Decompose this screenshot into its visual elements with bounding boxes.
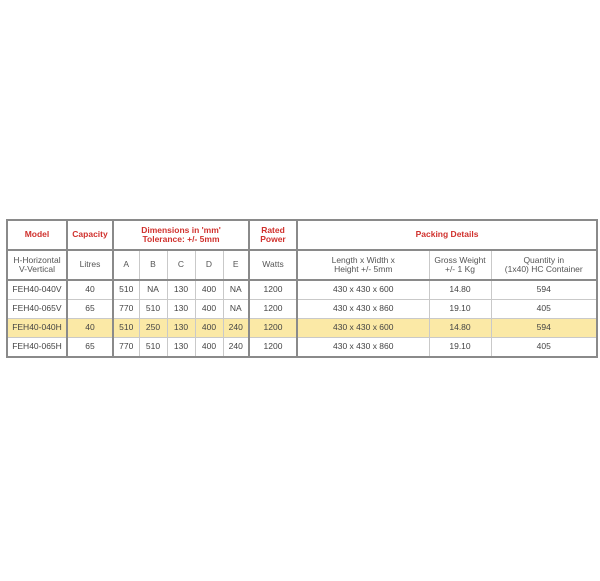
cell-model: FEH40-065H bbox=[7, 338, 67, 358]
cell-size: 430 x 430 x 860 bbox=[297, 338, 429, 358]
cell-a: 770 bbox=[113, 300, 139, 319]
subheader-qty-line2: (1x40) HC Container bbox=[504, 264, 583, 274]
cell-gross-weight: 14.80 bbox=[429, 280, 491, 300]
cell-e: NA bbox=[223, 300, 249, 319]
subheader-gross-line2: +/- 1 Kg bbox=[444, 264, 475, 274]
cell-quantity: 405 bbox=[491, 300, 597, 319]
subheader-size bbox=[297, 250, 429, 280]
cell-quantity: 594 bbox=[491, 280, 597, 300]
cell-a: 770 bbox=[113, 338, 139, 358]
cell-d: 400 bbox=[195, 338, 223, 358]
cell-size: 430 x 430 x 600 bbox=[297, 319, 429, 338]
table-row bbox=[7, 300, 597, 319]
cell-a: 510 bbox=[113, 280, 139, 300]
cell-watts: 1200 bbox=[249, 300, 297, 319]
table-row bbox=[7, 280, 597, 300]
subheader-quantity bbox=[491, 250, 597, 280]
cell-c: 130 bbox=[167, 300, 195, 319]
cell-watts: 1200 bbox=[249, 338, 297, 358]
subheader-model bbox=[7, 250, 67, 280]
cell-e: 240 bbox=[223, 319, 249, 338]
subheader-size-line2: Height +/- 5mm bbox=[334, 264, 393, 274]
header-rated-power bbox=[249, 220, 297, 250]
subheader-watts: Watts bbox=[249, 250, 297, 280]
cell-c: 130 bbox=[167, 338, 195, 358]
cell-d: 400 bbox=[195, 280, 223, 300]
header-rated-line1: Rated bbox=[261, 224, 285, 235]
cell-quantity: 594 bbox=[491, 319, 597, 338]
header-capacity: Capacity bbox=[67, 220, 113, 250]
cell-model: FEH40-040V bbox=[7, 280, 67, 300]
subheader-qty-line1: Quantity in bbox=[523, 254, 565, 265]
subheader-capacity: Litres bbox=[67, 250, 113, 280]
subheader-model-line1: H-Horizontal bbox=[13, 254, 61, 265]
cell-b: NA bbox=[139, 280, 167, 300]
header-packing-details: Packing Details bbox=[297, 220, 597, 250]
cell-capacity: 65 bbox=[67, 338, 113, 358]
subheader-gross-weight bbox=[429, 250, 491, 280]
table-row bbox=[7, 338, 597, 358]
spec-sheet bbox=[6, 219, 596, 358]
cell-e: NA bbox=[223, 280, 249, 300]
cell-gross-weight: 19.10 bbox=[429, 300, 491, 319]
cell-e: 240 bbox=[223, 338, 249, 358]
subheader-size-line1: Length x Width x bbox=[331, 254, 395, 265]
cell-size: 430 x 430 x 860 bbox=[297, 300, 429, 319]
subheader-row bbox=[7, 250, 597, 280]
cell-capacity: 40 bbox=[67, 319, 113, 338]
cell-gross-weight: 14.80 bbox=[429, 319, 491, 338]
cell-b: 250 bbox=[139, 319, 167, 338]
cell-watts: 1200 bbox=[249, 280, 297, 300]
cell-c: 130 bbox=[167, 319, 195, 338]
subheader-gross-line1: Gross Weight bbox=[434, 254, 486, 265]
table-row-highlighted bbox=[7, 319, 597, 338]
header-dimensions-line1: Dimensions in 'mm' bbox=[141, 224, 221, 235]
header-model: Model bbox=[7, 220, 67, 250]
specifications-table bbox=[6, 219, 598, 358]
cell-quantity: 405 bbox=[491, 338, 597, 358]
subheader-e: E bbox=[223, 250, 249, 280]
cell-c: 130 bbox=[167, 280, 195, 300]
cell-capacity: 40 bbox=[67, 280, 113, 300]
header-dimensions bbox=[113, 220, 249, 250]
header-dimensions-line2: Tolerance: +/- 5mm bbox=[142, 234, 220, 244]
subheader-a: A bbox=[113, 250, 139, 280]
cell-b: 510 bbox=[139, 300, 167, 319]
cell-b: 510 bbox=[139, 338, 167, 358]
header-rated-line2: Power bbox=[260, 234, 286, 244]
cell-gross-weight: 19.10 bbox=[429, 338, 491, 358]
cell-model: FEH40-040H bbox=[7, 319, 67, 338]
cell-capacity: 65 bbox=[67, 300, 113, 319]
cell-d: 400 bbox=[195, 319, 223, 338]
subheader-b: B bbox=[139, 250, 167, 280]
cell-a: 510 bbox=[113, 319, 139, 338]
subheader-c: C bbox=[167, 250, 195, 280]
subheader-model-line2: V-Vertical bbox=[19, 264, 55, 274]
cell-size: 430 x 430 x 600 bbox=[297, 280, 429, 300]
cell-d: 400 bbox=[195, 300, 223, 319]
cell-watts: 1200 bbox=[249, 319, 297, 338]
cell-model: FEH40-065V bbox=[7, 300, 67, 319]
subheader-d: D bbox=[195, 250, 223, 280]
